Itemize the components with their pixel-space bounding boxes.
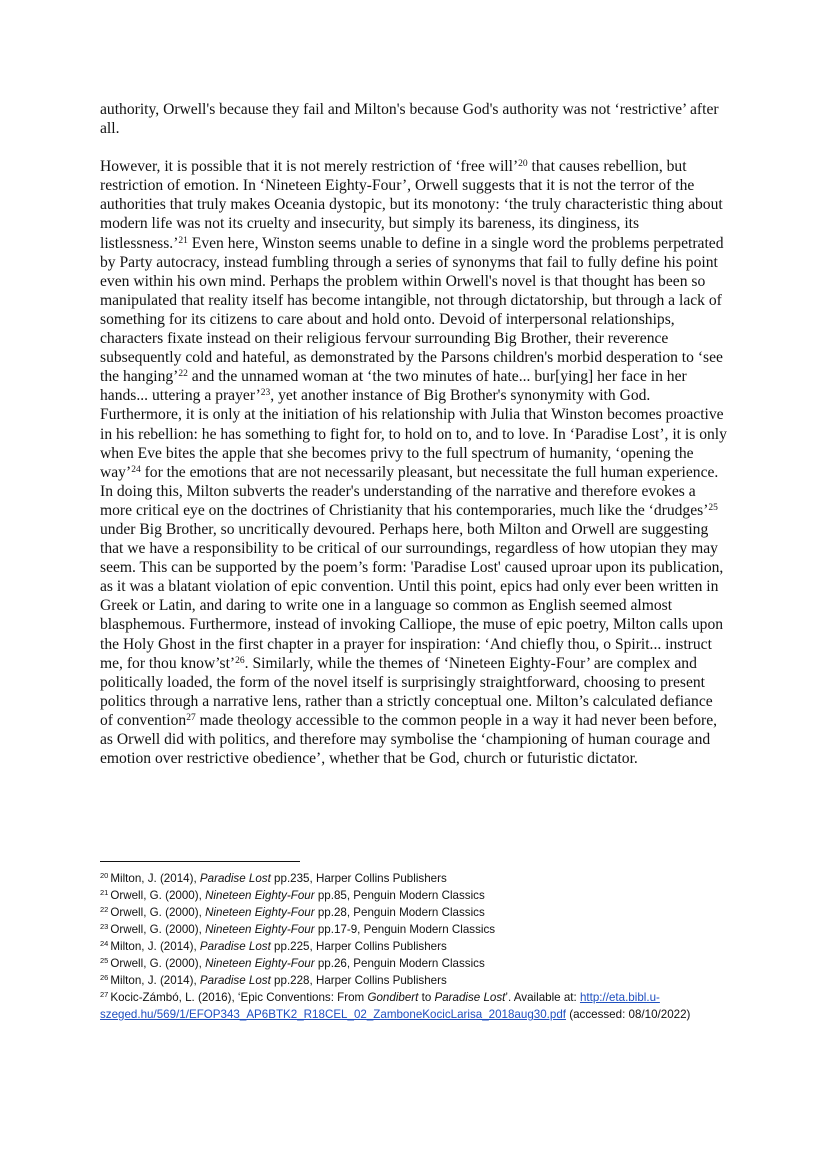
footnote-entry: [100, 955, 728, 972]
text-run: However, it is possible that it is not merely restriction of ‘free will’: [100, 158, 519, 176]
text-run: pp.17-9, Penguin Modern Classics: [314, 923, 496, 936]
text-run: pp.228, Harper Collins Publishers: [270, 974, 447, 987]
text-run: (accessed: 08/10/2022): [566, 1008, 691, 1021]
italic-title: Gondibert: [367, 991, 419, 1004]
footnote-reference[interactable]: 21: [178, 235, 188, 246]
text-run: . Similarly, while the themes of ‘Nineteen Eighty-Four’ are complex and politically loaded, the form of the novel itself is surprisingly straightforward, choosing to present politics through a narrative lens, rather than a strictly conceptual one. Milton’s calculated defiance of convention: [100, 654, 713, 729]
text-run: made theology accessible to the common people in a way it had never been before, as Orwell did with politics, and therefore may symbolise the ‘championing of human courage and emotion over restrictive obedience’, whether that be God, church or futuristic dictator.: [100, 711, 718, 768]
text-run: pp.26, Penguin Modern Classics: [314, 957, 485, 970]
footnote-number: 23: [100, 922, 109, 931]
italic-title: Nineteen Eighty-Four: [205, 957, 315, 970]
text-run: pp.28, Penguin Modern Classics: [314, 906, 485, 919]
text-run: Orwell, G. (2000),: [110, 923, 206, 936]
footnote-entry: [100, 887, 728, 904]
footnote-reference[interactable]: 25: [708, 502, 718, 513]
footnote-number: 20: [100, 871, 109, 880]
footnote-divider: [100, 861, 300, 862]
footnote-entry: [100, 938, 728, 955]
footnote-reference[interactable]: 27: [186, 712, 196, 723]
text-run: authority, Orwell's because they fail and Milton's because God's authority was not ‘restrictive’ after all.: [100, 101, 719, 138]
text-run: Milton, J. (2014),: [110, 872, 200, 885]
source-link[interactable]: http://eta.bibl.u-szeged.hu/569/1/EFOP343_AP6BTK2_R18CEL_02_ZamboneKocicLarisa_2018aug30.pdf: [100, 991, 660, 1021]
text-run: that causes rebellion, but restriction of emotion. In ‘Nineteen Eighty-Four’, Orwell suggests that it is not the terror of the authorities that truly makes Oceania dystopic, but its monotony: ‘the truly characteristic thing about modern life was not its cruelty and insecurity, but simply its bareness, its dinginess, its listlessness.’: [100, 158, 723, 252]
italic-title: Nineteen Eighty-Four: [205, 906, 315, 919]
text-run: Orwell, G. (2000),: [110, 889, 206, 902]
text-run: for the emotions that are not necessarily pleasant, but necessitate the full human experience. In doing this, Milton subverts the reader's understanding of the narrative and therefore evokes a more critical eye on the doctrines of Christianity that his contemporaries, much like the ‘drudges’: [100, 463, 719, 519]
footnote-number: 24: [100, 939, 109, 948]
italic-title: Paradise Lost: [199, 940, 271, 953]
italic-title: Nineteen Eighty-Four: [205, 889, 315, 902]
text-run: Milton, J. (2014),: [110, 940, 200, 953]
text-run: under Big Brother, so uncritically devoured. Perhaps here, both Milton and Orwell are suggesting that we have a responsibility to be critical of our surroundings, regardless of how utopian they may seem. This can be supported by the poem’s form: 'Paradise Lost' caused uproar upon its publication, as it was a blatant violation of epic convention. Until this point, epics had only ever been written in Greek or Latin, and daring to write one in a language so common as English seemed almost blasphemous. Furthermore, instead of invoking Calliope, the muse of epic poetry, Milton calls upon the Holy Ghost in the first chapter in a prayer for inspiration: ‘And chiefly thou, o Spirit... instruct me, for thou know’st’: [100, 520, 724, 672]
footnote-reference[interactable]: 22: [178, 369, 188, 380]
footnote-reference[interactable]: 24: [131, 464, 141, 475]
essay-body: [100, 100, 728, 768]
footnote-entry: [100, 989, 728, 1023]
text-run: ’. Available at:: [505, 991, 580, 1004]
text-run: Even here, Winston seems unable to define in a single word the problems perpetrated by Party autocracy, instead fumbling through a series of synonyms that fail to fully define his point even within his own mind. Perhaps the problem within Orwell's novel is that thought has been so manipulated that reality itself has become intangible, not through dictatorship, but through a lack of something for its citizens to care about and hold onto. Devoid of interpersonal relationships, characters fixate instead on their religious fervour surrounding Big Brother, their reverence subsequently cold and hateful, as demonstrated by the Parsons children's morbid desperation to ‘see the hanging’: [100, 234, 724, 386]
body-paragraph: [100, 157, 728, 768]
footnote-entry: [100, 921, 728, 938]
footnote-reference[interactable]: 20: [518, 159, 528, 170]
text-run: pp.235, Harper Collins Publishers: [270, 872, 447, 885]
footnote-number: 27: [100, 990, 109, 999]
italic-title: Paradise Lost: [434, 991, 506, 1004]
text-run: to: [418, 991, 435, 1004]
italic-title: Paradise Lost: [199, 872, 271, 885]
footnote-entry: [100, 904, 728, 921]
text-run: pp.85, Penguin Modern Classics: [314, 889, 485, 902]
footnote-entry: [100, 972, 728, 989]
body-paragraph: [100, 100, 728, 138]
text-run: Kocic-Zámbó, L. (2016), ‘Epic Conventions: From: [110, 991, 368, 1004]
text-run: Orwell, G. (2000),: [110, 906, 206, 919]
footnote-number: 21: [100, 888, 109, 897]
footnote-number: 26: [100, 973, 109, 982]
text-run: Orwell, G. (2000),: [110, 957, 206, 970]
footnote-number: 25: [100, 956, 109, 965]
footnote-entry: [100, 870, 728, 887]
italic-title: Paradise Lost: [199, 974, 271, 987]
text-run: , yet another instance of Big Brother's synonymity with God. Furthermore, it is only at the initiation of his relationship with Julia that Winston becomes proactive in his rebellion: he has something to fight for, to hold on to, and to love. In ‘Paradise Lost’, it is only when Eve bites the apple that she becomes privy to the full spectrum of humanity, ‘opening the way’: [100, 387, 727, 481]
italic-title: Nineteen Eighty-Four: [205, 923, 315, 936]
footnote-reference[interactable]: 23: [260, 388, 271, 399]
footnote-reference[interactable]: 26: [235, 655, 245, 666]
footnotes: [100, 870, 728, 1023]
text-run: pp.225, Harper Collins Publishers: [270, 940, 447, 953]
text-run: and the unnamed woman at ‘the two minutes of hate... bur[ying] her face in her hands... uttering a prayer’: [100, 368, 687, 405]
footnote-number: 22: [100, 905, 109, 914]
text-run: Milton, J. (2014),: [110, 974, 200, 987]
